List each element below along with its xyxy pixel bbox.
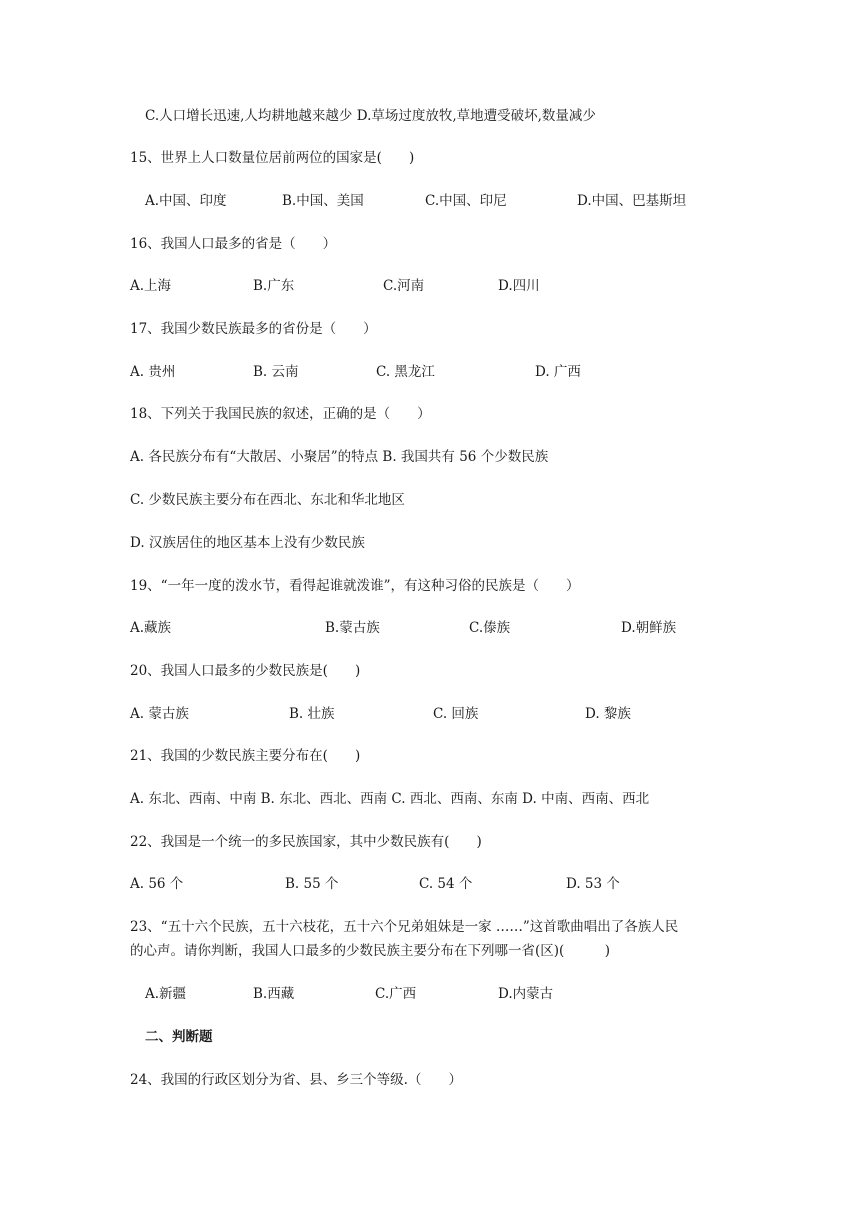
option-d: D.中国、巴基斯坦	[577, 193, 687, 209]
option-c: C.广西	[375, 986, 417, 1002]
question-17-options	[0, 362, 860, 382]
option-b: B. 55 个	[285, 876, 339, 892]
option-c: C. 54 个	[419, 876, 473, 892]
question-14-options-cd: C.人口增长迅速,人均耕地越来越少 D.草场过度放牧,草地遭受破坏,数量减少	[145, 108, 596, 124]
option-b: B. 云南	[253, 364, 299, 380]
question-22-options	[0, 874, 860, 894]
question-18-option-d: D. 汉族居住的地区基本上没有少数民族	[130, 535, 365, 551]
question-18-text: 18、下列关于我国民族的叙述，正确的是（ ）	[130, 406, 431, 422]
option-a: A.中国、印度	[145, 193, 227, 209]
option-a: A. 贵州	[130, 364, 176, 380]
question-23-text-line-2: 的心声。请你判断，我国人口最多的少数民族主要分布在下列哪一省(区)( )	[130, 943, 611, 959]
option-d: D. 广西	[535, 364, 581, 380]
option-b: B. 壮族	[289, 706, 335, 722]
option-c: C.傣族	[469, 620, 511, 636]
section-heading-true-false: 二、判断题	[145, 1029, 213, 1045]
option-c: C.中国、印尼	[425, 193, 507, 209]
option-b: B.蒙古族	[325, 620, 380, 636]
option-d: D. 黎族	[585, 706, 631, 722]
option-c: C. 黑龙江	[376, 364, 435, 380]
question-16-text: 16、我国人口最多的省是（ ）	[130, 236, 337, 252]
option-b: B.中国、美国	[282, 193, 364, 209]
option-a: A. 56 个	[130, 876, 184, 892]
question-20-options	[0, 704, 860, 724]
option-c: C.河南	[383, 278, 425, 294]
question-19-options	[0, 618, 860, 638]
question-21-options: A. 东北、西南、中南 B. 东北、西北、西南 C. 西北、西南、东南 D. 中南、西南、西北	[130, 791, 650, 807]
question-19-text: 19、“一年一度的泼水节，看得起谁就泼谁”，有这种习俗的民族是（ ）	[130, 578, 580, 594]
question-18-option-c: C. 少数民族主要分布在西北、东北和华北地区	[130, 492, 405, 508]
question-20-text: 20、我国人口最多的少数民族是( )	[130, 663, 361, 679]
question-23-text-line-1: 23、“五十六个民族，五十六枝花，五十六个兄弟姐妹是一家 ……”这首歌曲唱出了各族人民	[130, 919, 679, 935]
option-d: D.内蒙古	[498, 986, 554, 1002]
option-d: D.朝鲜族	[621, 620, 677, 636]
question-21-text: 21、我国的少数民族主要分布在( )	[130, 748, 361, 764]
option-c: C. 回族	[433, 706, 479, 722]
option-a: A.藏族	[130, 620, 172, 636]
question-15-text: 15、世界上人口数量位居前两位的国家是( )	[130, 150, 415, 166]
question-15-options	[0, 191, 860, 211]
option-b: B.广东	[253, 278, 295, 294]
question-16-options	[0, 276, 860, 296]
question-18-options-ab: A. 各民族分布有“大散居、小聚居”的特点 B. 我国共有 56 个少数民族	[130, 449, 549, 465]
question-23-options	[0, 984, 860, 1004]
option-b: B.西藏	[253, 986, 295, 1002]
question-17-text: 17、我国少数民族最多的省份是（ ）	[130, 321, 377, 337]
question-22-text: 22、我国是一个统一的多民族国家，其中少数民族有( )	[130, 834, 482, 850]
option-a: A. 蒙古族	[130, 706, 189, 722]
question-24-text: 24、我国的行政区划分为省、县、乡三个等级.（ ）	[130, 1072, 462, 1088]
option-d: D.四川	[498, 278, 540, 294]
option-d: D. 53 个	[566, 876, 620, 892]
option-a: A.上海	[130, 278, 172, 294]
option-a: A.新疆	[145, 986, 187, 1002]
